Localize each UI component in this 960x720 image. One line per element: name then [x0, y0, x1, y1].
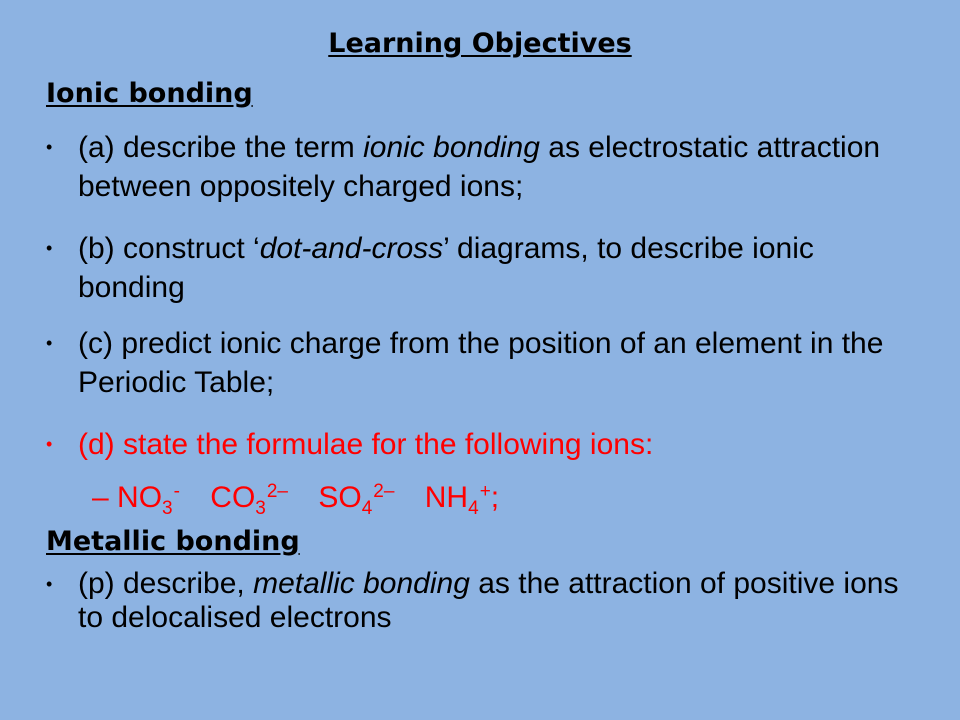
- objective-p: [46, 567, 926, 635]
- objective-b: [46, 229, 926, 307]
- ion-formulae-list: [92, 478, 499, 517]
- dash: –: [92, 481, 109, 514]
- bullet-icon: •: [46, 333, 53, 353]
- section-heading-ionic-bonding: Ionic bonding: [46, 78, 253, 109]
- ion-ammonium: $NH_4^+$: [424, 481, 491, 519]
- trailing-semicolon: ;: [490, 481, 500, 514]
- objective-b-text: (b) construct ‘dot-and-cross’ diagrams, to describe ionic bonding: [78, 232, 814, 304]
- bullet-icon: •: [46, 137, 53, 157]
- objective-d-text: (d) state the formulae for the following ions:: [78, 428, 654, 461]
- ion-sulfate: $SO_4^{2-}$: [318, 481, 395, 519]
- objective-c: [46, 324, 926, 402]
- objective-d: [46, 425, 926, 464]
- bullet-icon: •: [46, 434, 53, 454]
- bullet-icon: •: [46, 238, 53, 258]
- slide-title: Learning Objectives: [328, 28, 632, 59]
- section-heading-metallic-bonding: Metallic bonding: [46, 526, 300, 557]
- bullet-icon: •: [46, 574, 53, 594]
- objective-a: [46, 128, 926, 206]
- objective-p-text: (p) describe, metallic bonding as the attraction of positive ions to delocalised electrons: [78, 567, 899, 634]
- objective-c-text: (c) predict ionic charge from the position of an element in the Periodic Table;: [78, 327, 884, 399]
- ion-carbonate: $CO_3^{2-}$: [210, 481, 288, 519]
- objective-a-text: (a) describe the term ionic bonding as electrostatic attraction between oppositely charged ions;: [78, 131, 881, 203]
- ion-nitrate: $NO_3^-$: [117, 481, 180, 519]
